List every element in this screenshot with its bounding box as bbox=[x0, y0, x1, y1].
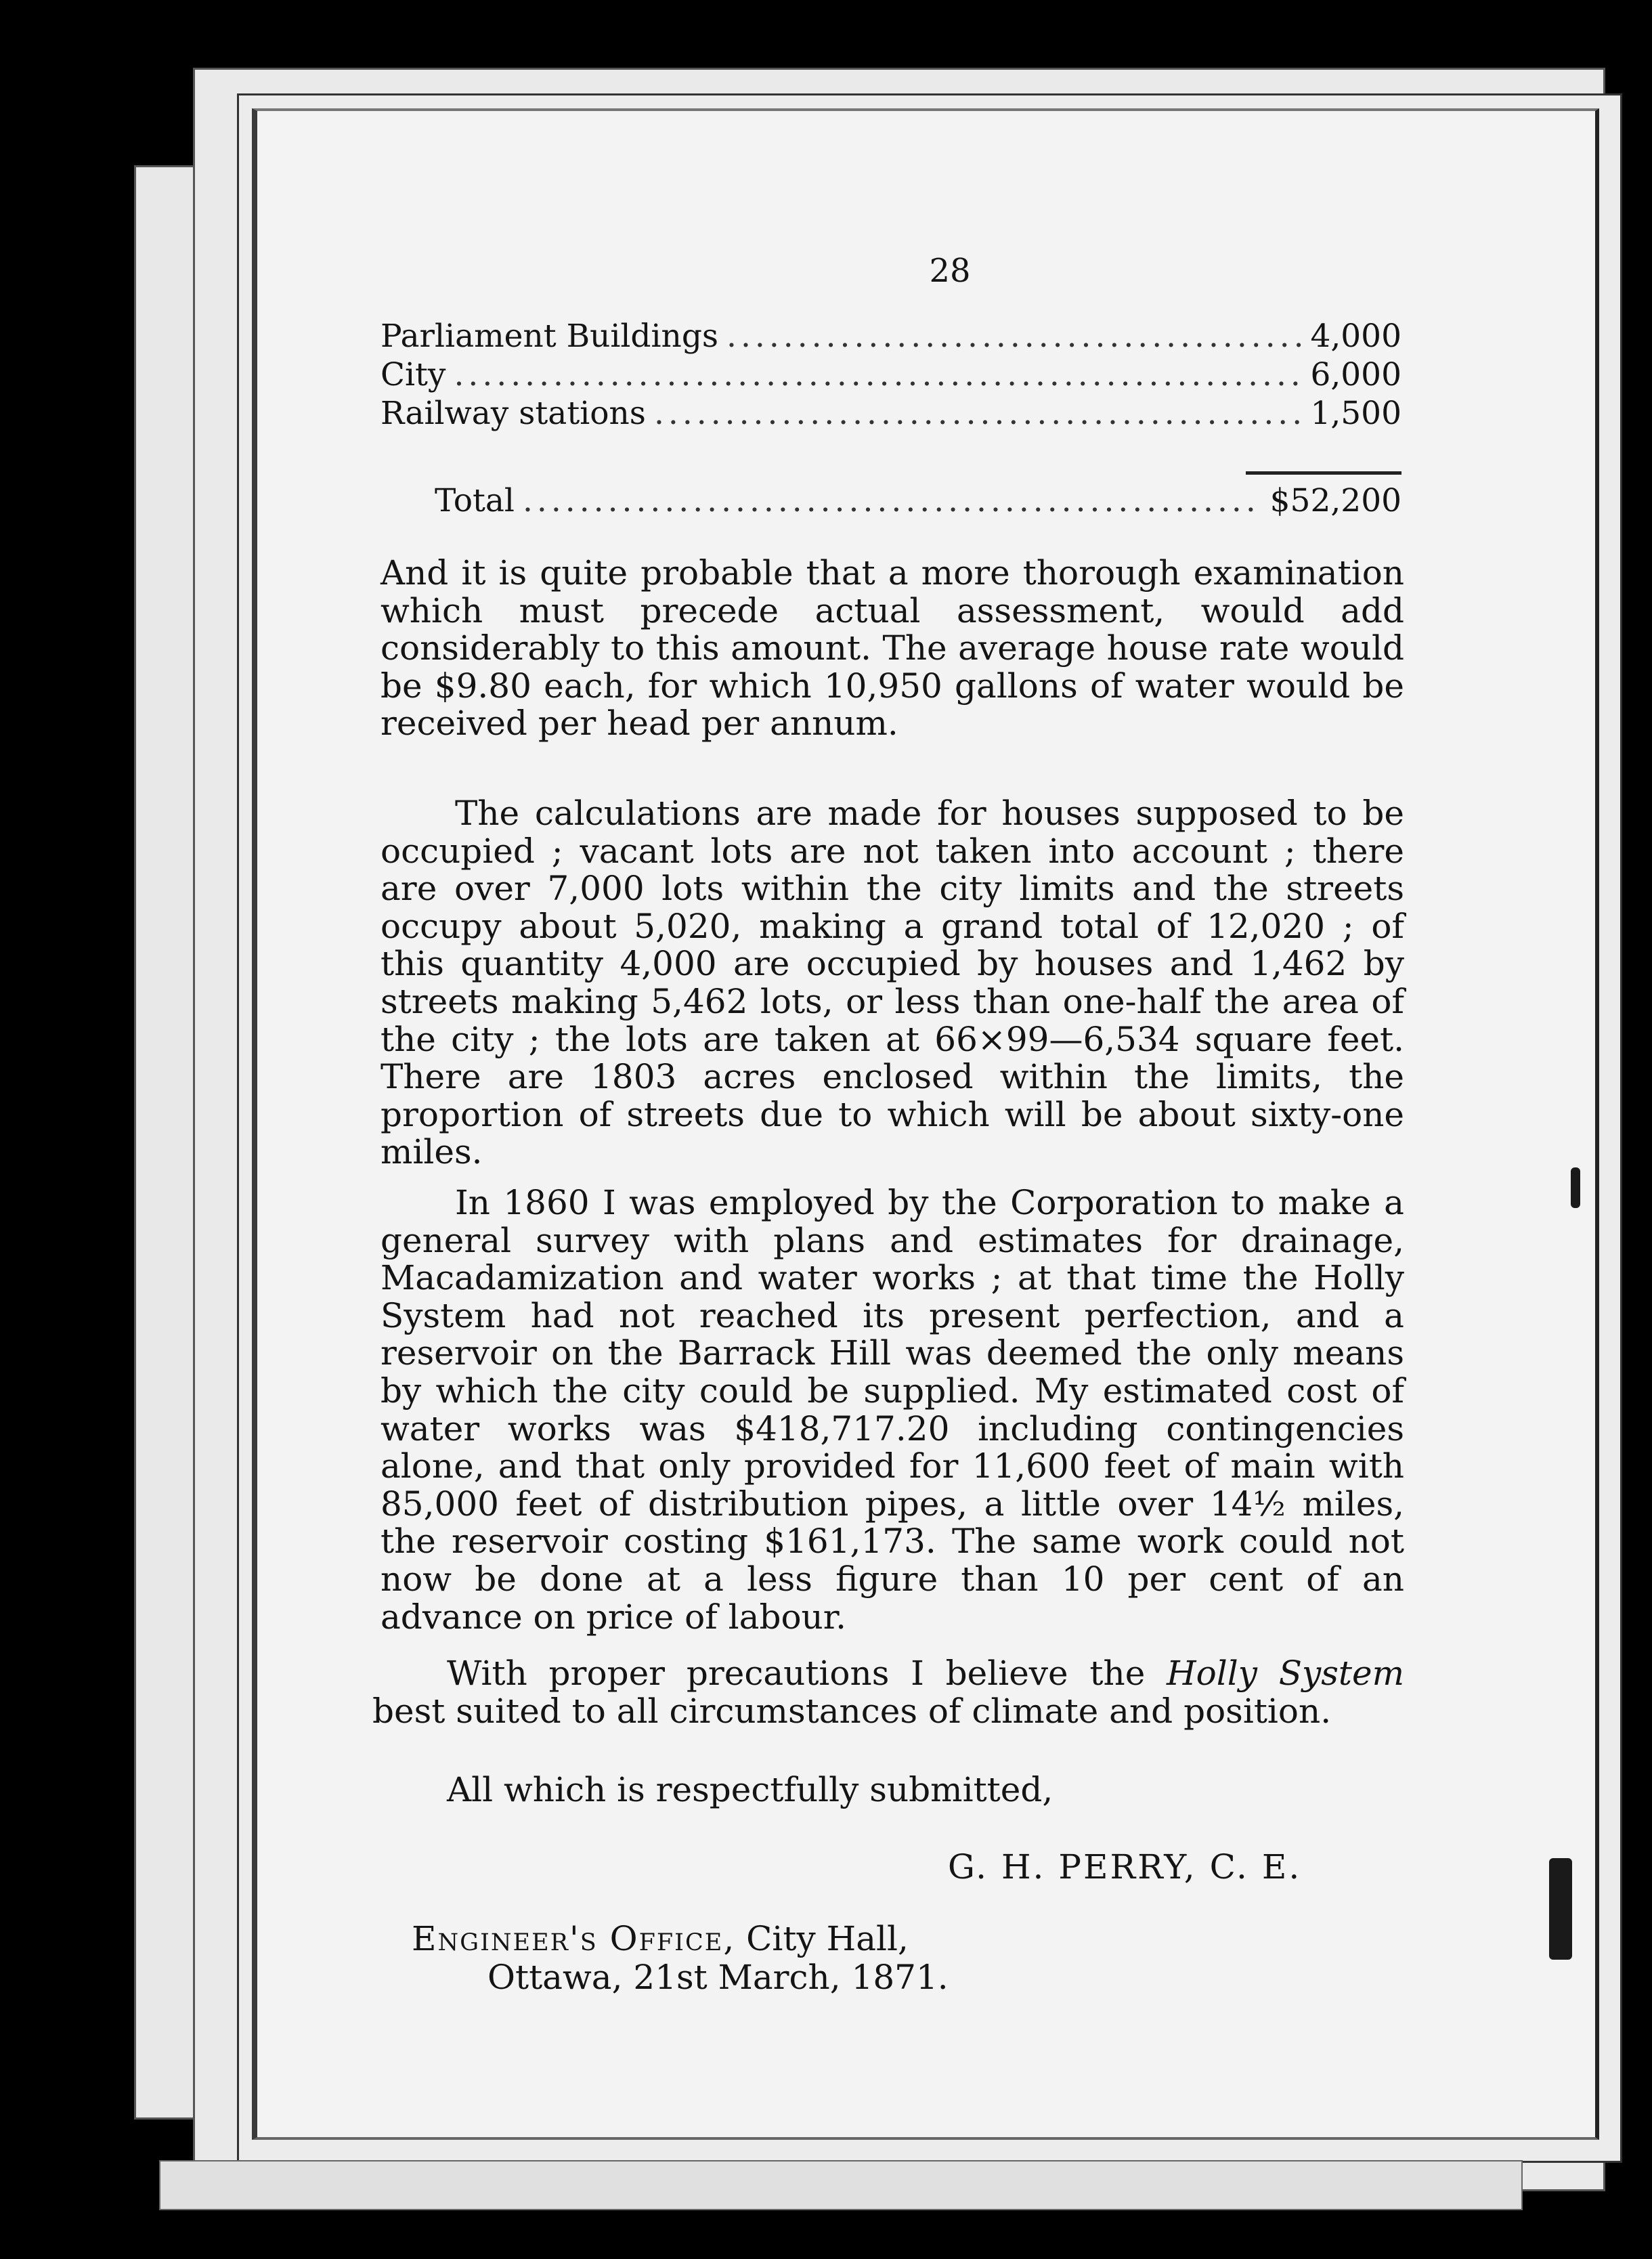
ledger-row bbox=[381, 356, 1401, 395]
emphasis-text: Holly System bbox=[1167, 1654, 1404, 1693]
ledger-amount: 1,500 bbox=[1310, 395, 1401, 432]
ledger-row bbox=[381, 395, 1401, 434]
binding-mark bbox=[1549, 1858, 1572, 1960]
binding-mark bbox=[1571, 1167, 1580, 1208]
leader-dots bbox=[523, 482, 1262, 519]
closing-line: All which is respectfully submitted, bbox=[447, 1770, 1053, 1809]
total-amount: $52,200 bbox=[1269, 482, 1401, 519]
paragraph-text: With proper precautions I believe the bbox=[447, 1654, 1167, 1693]
paragraph: In 1860 I was employed by the Corporation to make a general survey with plans and estimates for drainage, Macadamization and water works ; at that time the Holly System had not reached its present perfection, and a reservoir on the Barrack Hill was deemed the only means by which the city could be supplied. My estimated cost of water works was $418,717.20 including contingencies alone, and that only provided for 11,600 feet of main with 85,000 feet of distribution pipes, a little over 14½ miles, the reservoir costing $161,173. The same work could not now be done at a less figure than 10 per cent of an advance on price of labour. bbox=[381, 1183, 1404, 1637]
ledger-amount: 6,000 bbox=[1310, 356, 1401, 393]
page-number: 28 bbox=[929, 252, 971, 290]
ledger-row bbox=[381, 318, 1401, 357]
office-line-2: Ottawa, 21st March, 1871. bbox=[487, 1958, 949, 1997]
signature: G. H. PERRY, C. E. bbox=[948, 1847, 1302, 1887]
ledger-amount: 4,000 bbox=[1310, 318, 1401, 355]
office-name: Engineer's Office, bbox=[412, 1919, 736, 1958]
ledger-label: City bbox=[381, 356, 446, 393]
paragraph-text: best suited to all circumstances of climate and position. bbox=[372, 1691, 1332, 1731]
ledger-label: Railway stations bbox=[381, 395, 646, 432]
paragraph-holly-system bbox=[372, 1655, 1404, 1730]
paragraph: The calculations are made for houses supposed to be occupied ; vacant lots are not taken into account ; there are over 7,000 lots within the city limits and the streets occupy about 5,020, making a grand total of 12,020 ; of this quantity 4,000 are occupied by houses and 1,462 by streets making 5,462 lots, or less than one-half the area of the city ; the lots are taken at 66×99—6,534 square feet. There are 1803 acres enclosed within the limits, the proportion of streets due to which will be about sixty-one miles. bbox=[381, 794, 1404, 1172]
leader-dots bbox=[654, 395, 1303, 432]
office-location: City Hall, bbox=[735, 1919, 909, 1958]
total-rule bbox=[1246, 471, 1401, 475]
document-page bbox=[252, 108, 1599, 2140]
paragraph: And it is quite probable that a more thorough examination which must precede actual assessment, would add considerably to this amount. The average house rate would be $9.80 each, for which 10,950 gallons of water would be received per head per annum. bbox=[381, 553, 1404, 744]
ledger-label: Parliament Buildings bbox=[381, 318, 719, 355]
page-edge-bottom bbox=[159, 2160, 1523, 2210]
total-label: Total bbox=[435, 482, 515, 519]
leader-dots bbox=[726, 318, 1302, 355]
leader-dots bbox=[454, 356, 1302, 393]
total-row bbox=[435, 482, 1401, 521]
office-line-1 bbox=[412, 1919, 909, 1958]
